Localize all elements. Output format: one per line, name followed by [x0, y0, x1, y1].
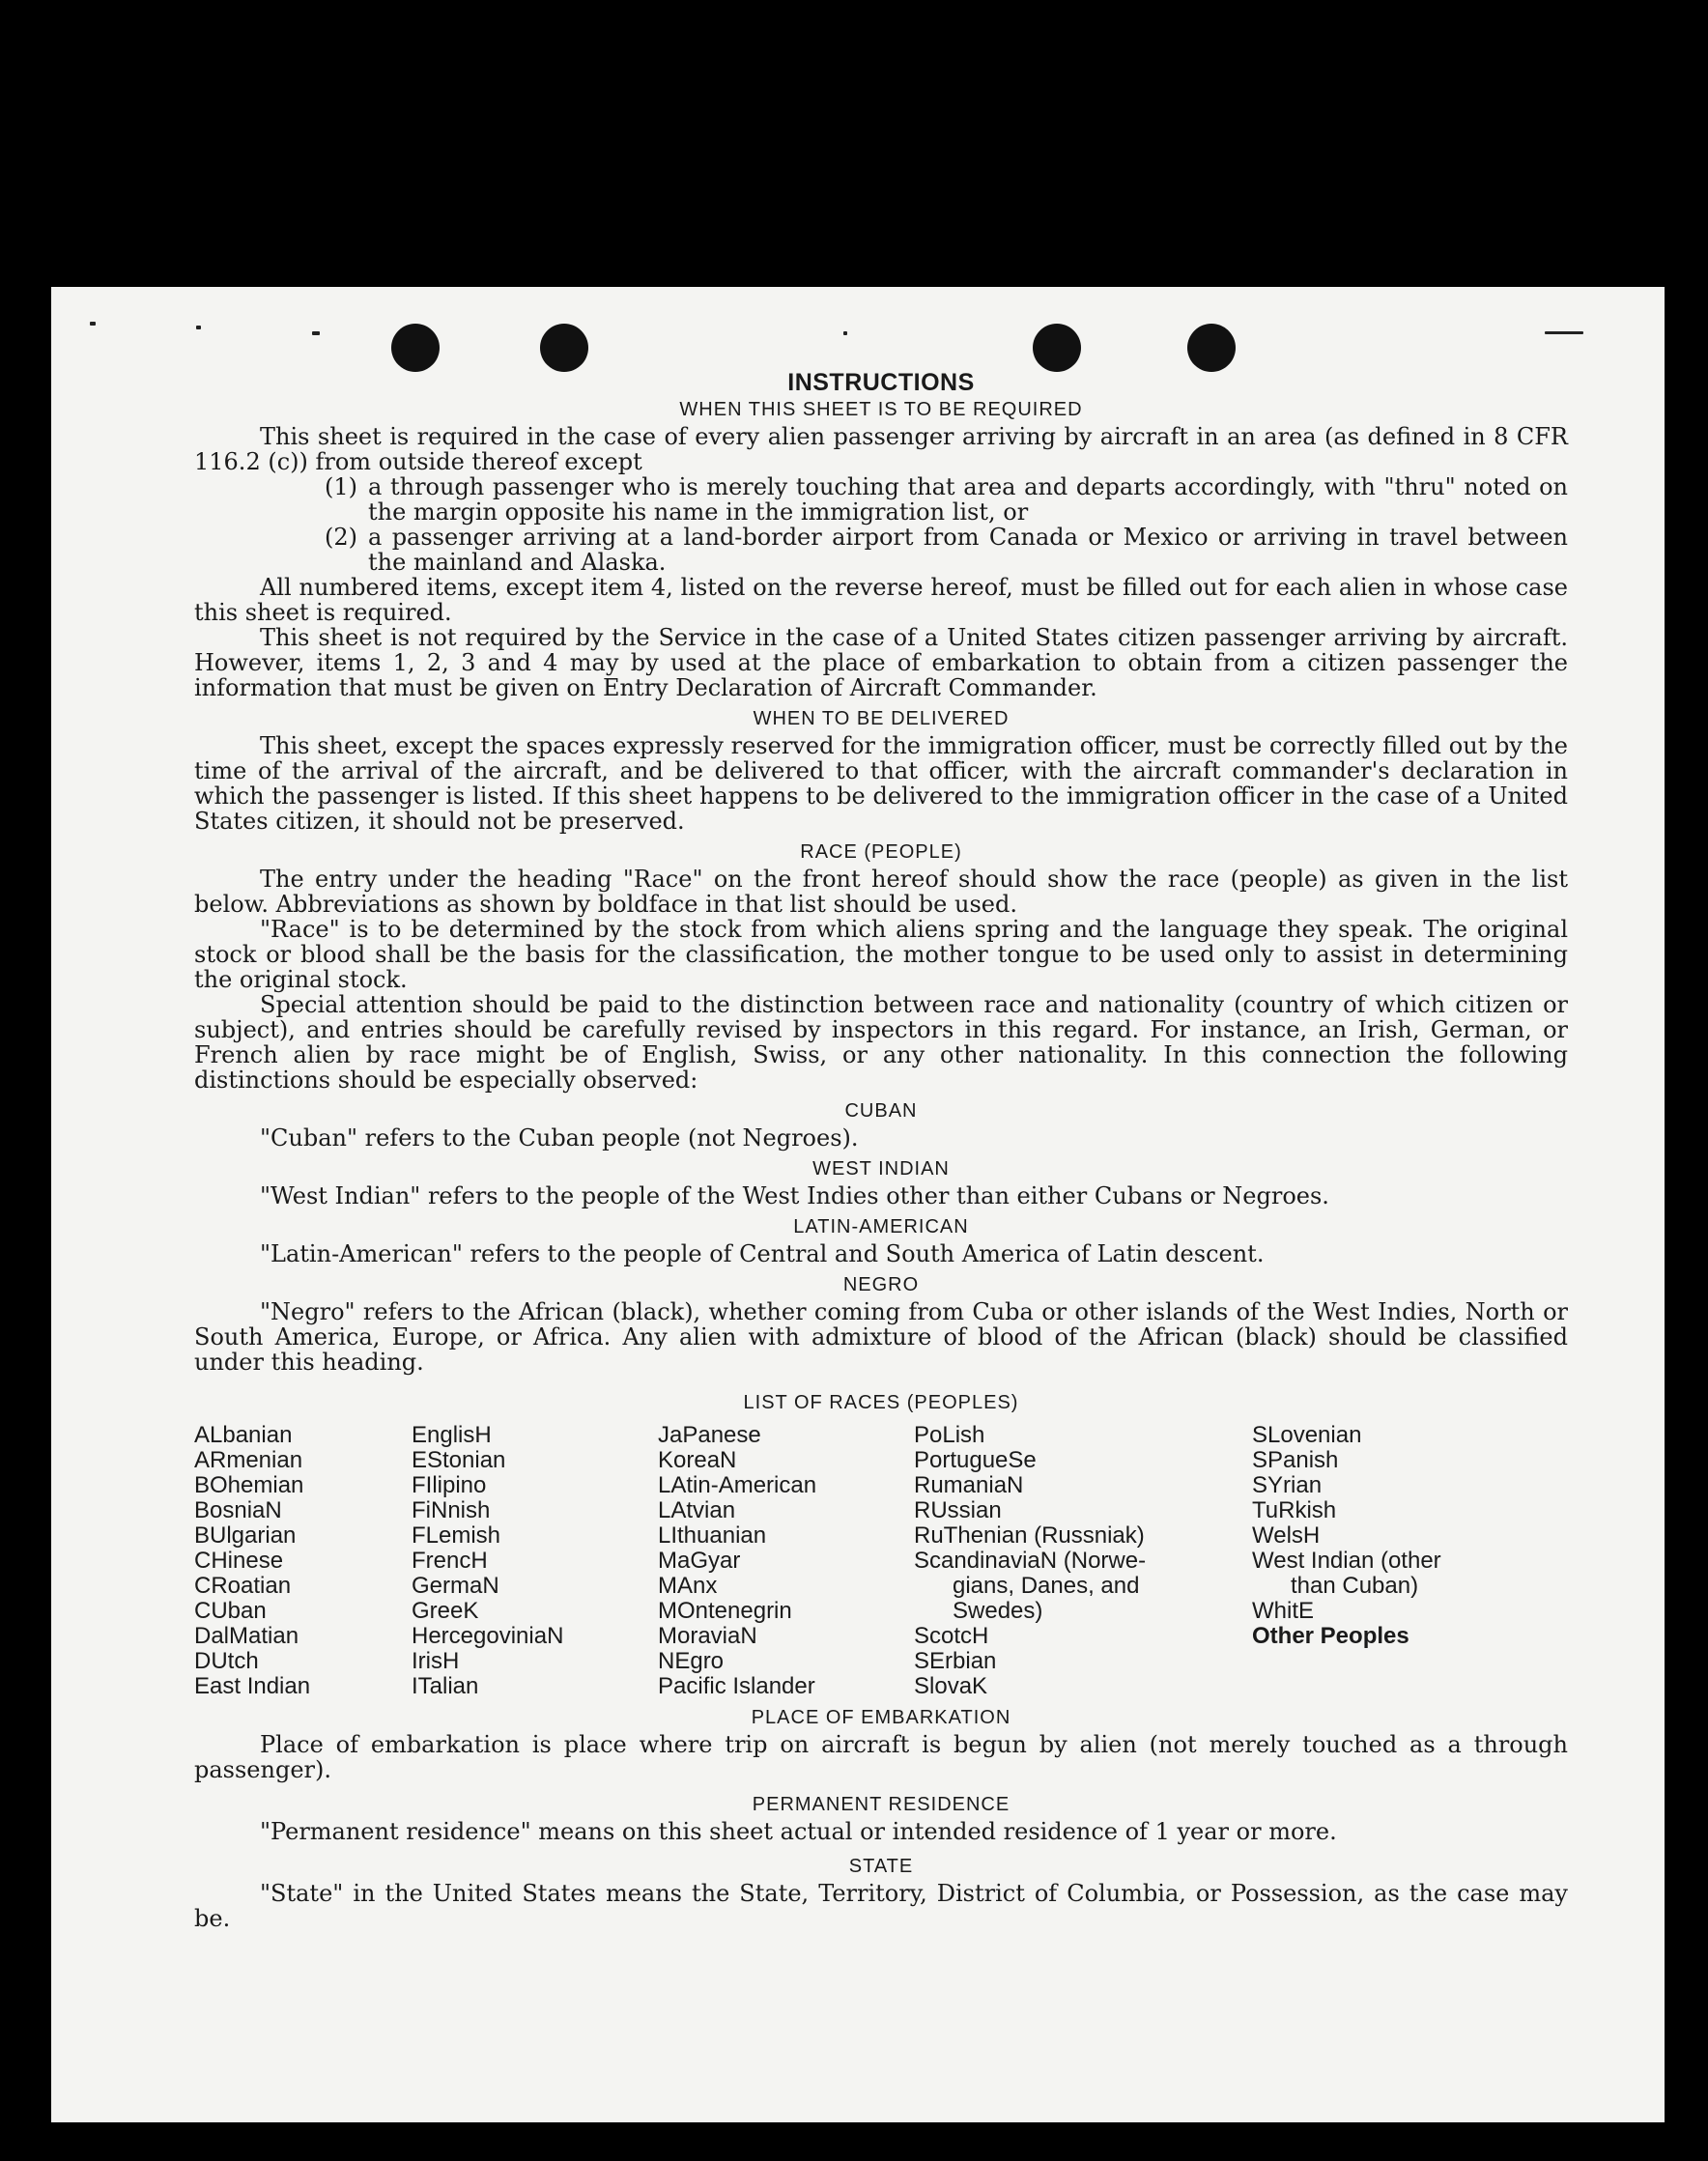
race-entry: RumaniaN: [914, 1472, 1024, 1498]
race-entry: East Indian: [194, 1673, 311, 1699]
race-entry: FIlipino: [412, 1472, 487, 1498]
item-text: a passenger arriving at a land-border airport from Canada or Mexico or arriving in travel between the mainland and Alaska.: [368, 524, 1568, 576]
section-heading: NEGRO: [842, 1274, 920, 1295]
paragraph: The entry under the heading "Race" on the front hereof should show the race (people) as given in the list below. Abbreviations as shown by boldface in that list should be used.: [194, 866, 1568, 918]
race-entry: WhitE: [1252, 1598, 1315, 1624]
race-entry: WelsH: [1252, 1522, 1321, 1549]
race-entry: SYrian: [1252, 1472, 1323, 1498]
paragraph: This sheet is required in the case of every alien passenger arriving by aircraft in an area (as defined in 8 CFR 116.2 (c)) from outside thereof except: [194, 423, 1568, 475]
race-entry: HercegoviniaN: [412, 1623, 564, 1649]
race-entry: JaPanese: [658, 1422, 761, 1448]
item-number: (1): [325, 473, 357, 500]
race-entry: MAnx: [658, 1573, 718, 1599]
section-heading: CUBAN: [844, 1100, 918, 1122]
punch-hole: [1187, 324, 1236, 372]
paragraph: Place of embarkation is place where trip on aircraft is begun by alien (not merely touched as a through passenger).: [194, 1731, 1568, 1783]
paragraph: This sheet, except the spaces expressly reserved for the immigration officer, must be correctly filled out by the time of the arrival of the aircraft, and be delivered to that officer, with the aircraft commander's declaration in which the passenger is listed. If this sheet happens to be delivered to the immigration officer in the case of a United States citizen, it should not be preserved.: [194, 732, 1568, 835]
race-entry: SlovaK: [914, 1673, 988, 1699]
race-entry: gians, Danes, and: [953, 1573, 1140, 1599]
race-entry: FLemish: [412, 1522, 501, 1549]
paragraph: "West Indian" refers to the people of the West Indies other than either Cubans or Negroes.: [260, 1182, 1329, 1209]
race-entry: ARmenian: [194, 1447, 303, 1473]
section-heading: PERMANENT RESIDENCE: [752, 1794, 1011, 1815]
race-entry: RuThenian (Russniak): [914, 1522, 1145, 1549]
paragraph: This sheet is not required by the Service in the case of a United States citizen passenger arriving by aircraft. However, items 1, 2, 3 and 4 may by used at the place of embarkation to obtain from a citizen passenger the information that must be given on Entry Declaration of Aircraft Commander.: [194, 624, 1568, 701]
race-entry: SErbian: [914, 1648, 997, 1674]
race-entry: GermaN: [412, 1573, 499, 1599]
race-entry: West Indian (other: [1252, 1548, 1441, 1574]
race-entry: Other Peoples: [1252, 1623, 1409, 1649]
speck: [196, 326, 201, 329]
item-number: (2): [325, 524, 357, 551]
race-entry: Swedes): [953, 1598, 1043, 1624]
section-heading: WHEN THIS SHEET IS TO BE REQUIRED: [679, 399, 1083, 420]
paragraph: "State" in the United States means the State, Territory, District of Columbia, or Possession, as the case may be.: [194, 1880, 1568, 1932]
race-entry: EStonian: [412, 1447, 506, 1473]
race-entry: FiNnish: [412, 1497, 491, 1523]
race-entry: TuRkish: [1252, 1497, 1337, 1523]
paragraph: "Latin-American" refers to the people of Central and South America of Latin descent.: [260, 1240, 1265, 1267]
races-column: [1252, 1423, 1568, 1699]
section-heading: WHEN TO BE DELIVERED: [753, 708, 1010, 729]
race-entry: CRoatian: [194, 1573, 292, 1599]
document-sheet: [51, 287, 1665, 2122]
races-column: [914, 1423, 1252, 1699]
speck: [1545, 331, 1583, 334]
races-column: [658, 1423, 914, 1699]
item-text: a through passenger who is merely touching that area and departs accordingly, with "thru" noted on the margin opposite his name in the immigration list, or: [368, 473, 1568, 526]
speck: [90, 322, 96, 326]
race-entry: FrencH: [412, 1548, 488, 1574]
race-entry: DalMatian: [194, 1623, 299, 1649]
races-column: [412, 1423, 658, 1699]
race-entry: RUssian: [914, 1497, 1002, 1523]
paragraph: All numbered items, except item 4, listed on the reverse hereof, must be filled out for each alien in whose case this sheet is required.: [194, 574, 1568, 626]
punch-hole: [1033, 324, 1081, 372]
race-entry: BOhemian: [194, 1472, 304, 1498]
section-heading: WEST INDIAN: [812, 1158, 950, 1180]
section-heading: PLACE OF EMBARKATION: [751, 1707, 1011, 1728]
races-column: [194, 1423, 412, 1699]
race-entry: Pacific Islander: [658, 1673, 815, 1699]
race-entry: BUlgarian: [194, 1522, 297, 1549]
race-entry: SLovenian: [1252, 1422, 1362, 1448]
speck: [312, 331, 320, 335]
race-entry: ALbanian: [194, 1422, 293, 1448]
race-entry: IrisH: [412, 1648, 460, 1674]
section-heading: RACE (PEOPLE): [800, 841, 962, 863]
race-entry: ScandinaviaN (Norwe-: [914, 1548, 1147, 1574]
paragraph: Special attention should be paid to the distinction between race and nationality (country of which citizen or subject), and entries should be carefully revised by inspectors in this regard. For instance, an Irish, German, or French alien by race might be of English, Swiss, or any other nationality. In this connection the following distinctions should be especially observed:: [194, 991, 1568, 1094]
paragraph: "Permanent residence" means on this sheet actual or intended residence of 1 year or more.: [260, 1818, 1337, 1845]
race-entry: MoraviaN: [658, 1623, 757, 1649]
race-entry: DUtch: [194, 1648, 259, 1674]
race-entry: GreeK: [412, 1598, 479, 1624]
race-entry: EnglisH: [412, 1422, 492, 1448]
race-entry: ITalian: [412, 1673, 479, 1699]
race-entry: LAtvian: [658, 1497, 736, 1523]
paragraph: "Race" is to be determined by the stock from which aliens spring and the language they speak. The original stock or blood shall be the basis for the classification, the mother tongue to be used only to assist in determining the original stock.: [194, 916, 1568, 993]
punch-hole: [540, 324, 588, 372]
race-entry: than Cuban): [1291, 1573, 1419, 1599]
speck: [843, 331, 847, 335]
paragraph: "Cuban" refers to the Cuban people (not Negroes).: [260, 1124, 859, 1152]
race-entry: SPanish: [1252, 1447, 1339, 1473]
instructions-content: [194, 368, 1568, 1931]
list-item: [325, 474, 1568, 525]
race-entry: LIthuanian: [658, 1522, 767, 1549]
race-entry: MOntenegrin: [658, 1598, 792, 1624]
race-entry: LAtin-American: [658, 1472, 817, 1498]
race-entry: MaGyar: [658, 1548, 741, 1574]
race-entry: PoLish: [914, 1422, 985, 1448]
race-entry: CHinese: [194, 1548, 284, 1574]
race-entry: PortugueSe: [914, 1447, 1037, 1473]
list-item: [325, 525, 1568, 575]
punch-hole: [391, 324, 440, 372]
race-entry: KoreaN: [658, 1447, 737, 1473]
races-list: [194, 1423, 1568, 1699]
paragraph: "Negro" refers to the African (black), whether coming from Cuba or other islands of the West Indies, North or South America, Europe, or Africa. Any alien with admixture of blood of the African (black) should be classified under this heading.: [194, 1298, 1568, 1376]
section-heading: LIST OF RACES (PEOPLES): [743, 1392, 1019, 1413]
page-title: INSTRUCTIONS: [787, 369, 975, 396]
race-entry: CUban: [194, 1598, 267, 1624]
section-heading: LATIN-AMERICAN: [793, 1216, 969, 1237]
race-entry: BosniaN: [194, 1497, 282, 1523]
section-heading: STATE: [848, 1856, 914, 1877]
race-entry: NEgro: [658, 1648, 725, 1674]
race-entry: ScotcH: [914, 1623, 989, 1649]
